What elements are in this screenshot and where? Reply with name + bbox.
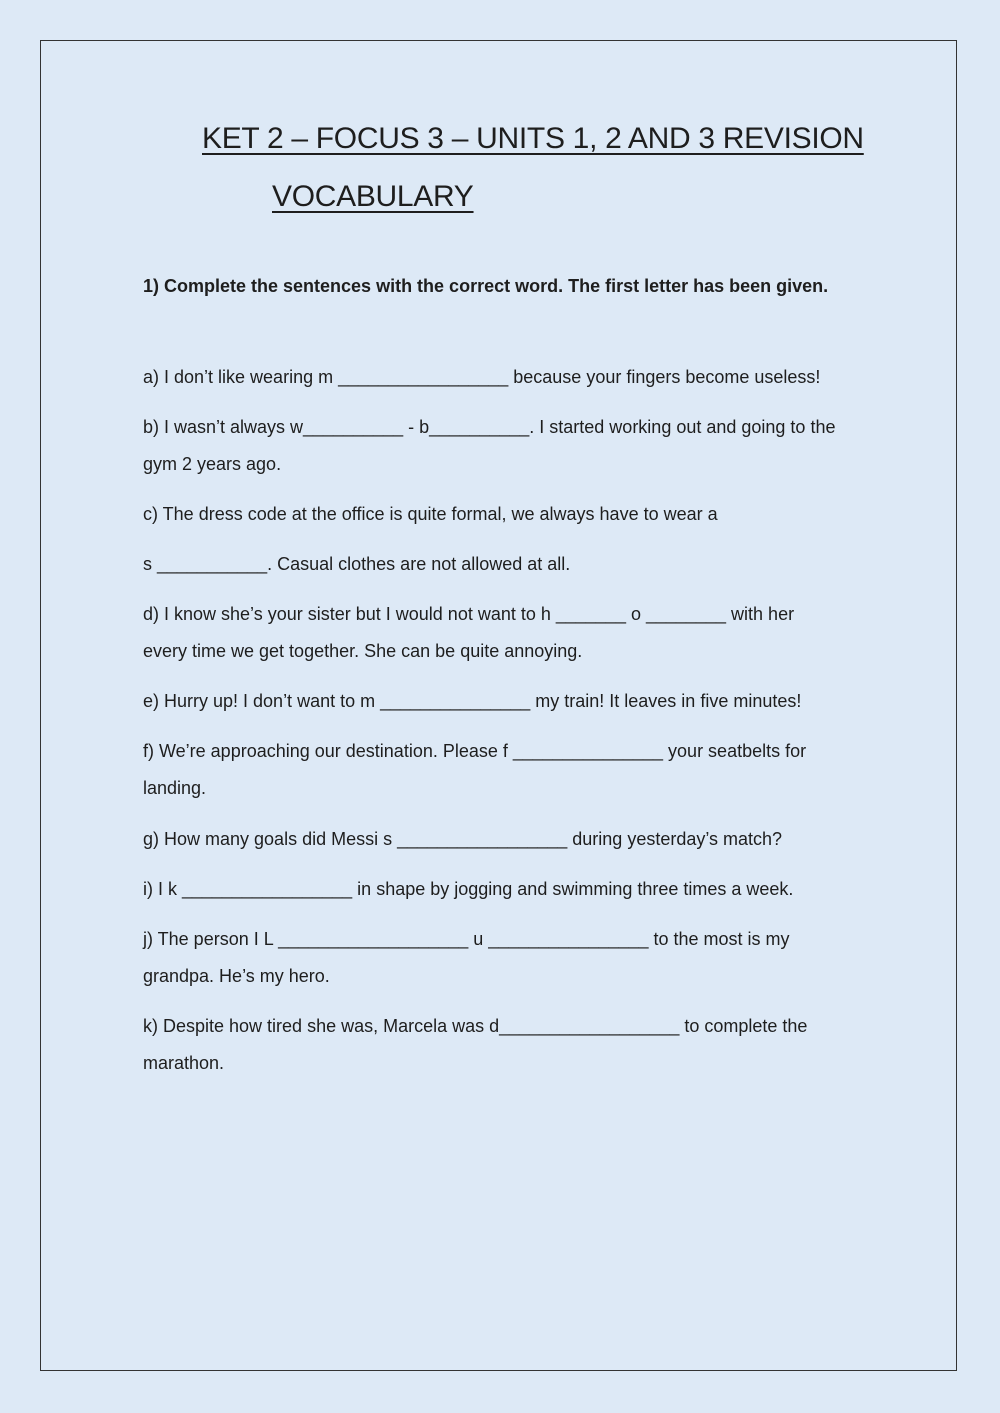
exercise-instruction: 1) Complete the sentences with the correct word. The first letter has been given. bbox=[143, 276, 829, 296]
sentence-b-continued: gym 2 years ago. bbox=[143, 454, 282, 474]
sentence-c: c) The dress code at the office is quite formal, we always have to wear a bbox=[143, 504, 718, 524]
sentence-j: j) The person I L ___________________ u ________________ to the most is my bbox=[143, 929, 790, 949]
sentence-b: b) I wasn’t always w__________ - b__________. I started working out and going to the bbox=[143, 417, 836, 437]
page-title: KET 2 – FOCUS 3 – UNITS 1, 2 AND 3 REVISION bbox=[202, 122, 864, 155]
sentence-d: d) I know she’s your sister but I would not want to h _______ o ________ with her bbox=[143, 604, 795, 624]
sentence-j-continued: grandpa. He’s my hero. bbox=[143, 966, 330, 986]
sentence-c-continued: s ___________. Casual clothes are not allowed at all. bbox=[143, 554, 571, 574]
sentence-d-continued: every time we get together. She can be quite annoying. bbox=[143, 641, 583, 661]
sentence-g: g) How many goals did Messi s _________________ during yesterday’s match? bbox=[143, 829, 783, 849]
sentence-a: a) I don’t like wearing m _________________ because your fingers become useless! bbox=[143, 367, 821, 387]
sentence-e: e) Hurry up! I don’t want to m _______________ my train! It leaves in five minutes! bbox=[143, 691, 802, 711]
sentence-f: f) We’re approaching our destination. Please f _______________ your seatbelts for bbox=[143, 741, 807, 761]
section-title: VOCABULARY bbox=[272, 180, 474, 213]
sentence-k: k) Despite how tired she was, Marcela was d__________________ to complete the bbox=[143, 1016, 808, 1036]
sentence-k-continued: marathon. bbox=[143, 1053, 225, 1073]
sentence-i: i) I k _________________ in shape by jogging and swimming three times a week. bbox=[143, 879, 794, 899]
sentence-f-continued: landing. bbox=[143, 778, 207, 798]
